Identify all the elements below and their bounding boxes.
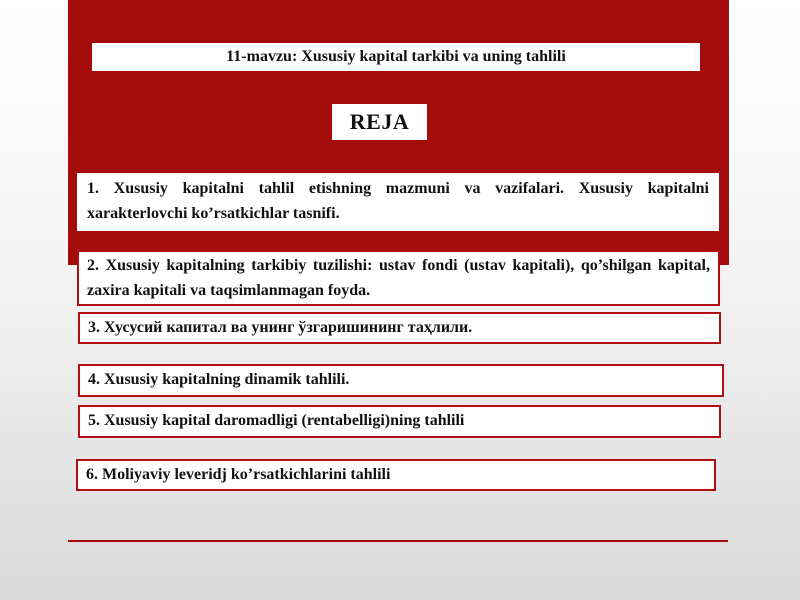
bottom-divider <box>68 540 728 542</box>
plan-item-2: 2. Xususiy kapitalning tarkibiy tuzilishi: ustav fondi (ustav kapitali), qo’shilgan kapital, zaxira kapitali va taqsimlanmagan foyda. <box>77 250 720 306</box>
plan-heading: REJA <box>332 104 427 140</box>
plan-item-3: 3. Хусусий капитал ва унинг ўзгаришининг таҳлили. <box>78 312 721 344</box>
plan-item-1: 1. Xususiy kapitalni tahlil etishning mazmuni va vazifalari. Xususiy kapitalni xarakterlovchi ko’rsatkichlar tasnifi. <box>77 173 719 231</box>
slide-title: 11-mavzu: Xususiy kapital tarkibi va uning tahlili <box>92 43 700 71</box>
plan-item-4: 4. Xususiy kapitalning dinamik tahlili. <box>78 364 724 397</box>
plan-item-6: 6. Moliyaviy leveridj ko’rsatkichlarini tahlili <box>76 459 716 491</box>
plan-item-5: 5. Xususiy kapital daromadligi (rentabelligi)ning tahlili <box>78 405 721 438</box>
